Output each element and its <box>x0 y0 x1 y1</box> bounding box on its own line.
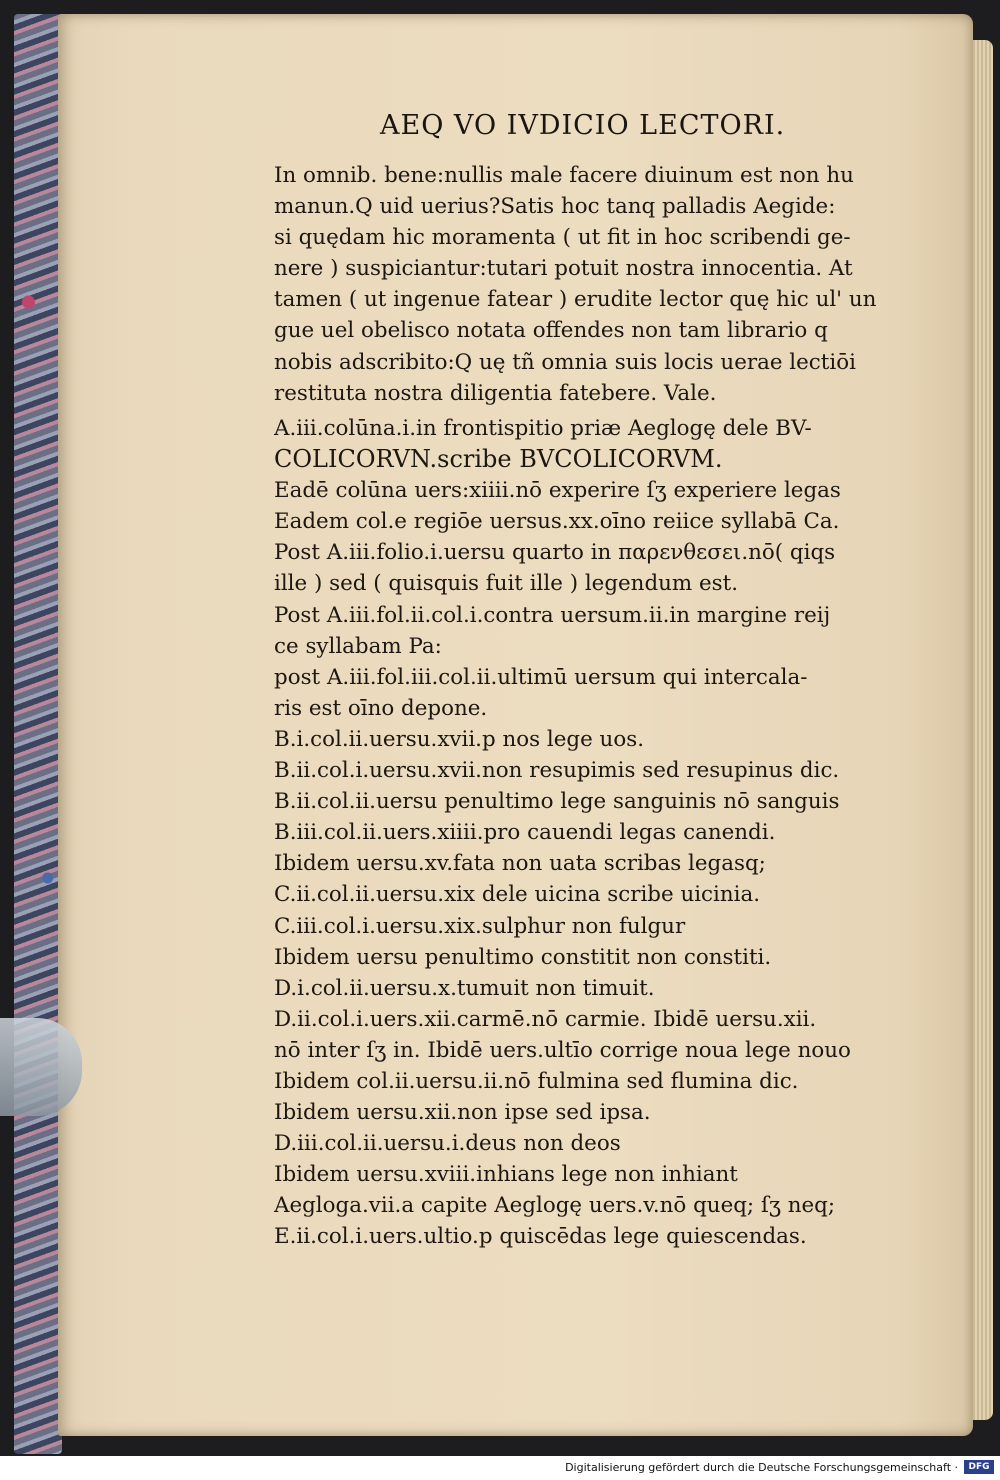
errata-line: COLICORVN.scribe BVCOLICORVM. <box>274 445 723 474</box>
errata-line: B.ii.col.ii.uersu penultimo lege sanguinis nō sanguis <box>274 789 840 815</box>
preface-line: nobis adscribito:Q uę tñ omnia suis locis uerae lectiōi <box>274 349 856 375</box>
errata-line: D.i.col.ii.uersu.x.tumuit non timuit. <box>274 975 655 1001</box>
errata-line: Eadem col.e regiōe uersus.xx.oīno reiice syllabā Ca. <box>274 509 840 535</box>
marbled-endpaper <box>14 14 62 1454</box>
preface-line: restituta nostra diligentia fatebere. Vale. <box>274 380 717 406</box>
errata-line: Eadē colūna uers:xiiii.nō experire ſʒ experiere legas <box>274 478 841 504</box>
errata-line: B.ii.col.i.uersu.xvii.non resupimis sed resupinus dic. <box>274 758 840 784</box>
errata-line: Ibidem uersu.xviii.inhians lege non inhiant <box>274 1162 738 1188</box>
errata-line: Ibidem uersu.xii.non ipse sed ipsa. <box>274 1100 651 1126</box>
errata-line: D.iii.col.ii.uersu.i.deus non deos <box>274 1131 621 1157</box>
preface-line: manun.Q uid uerius?Satis hoc tanq palladis Aegide: <box>274 194 836 220</box>
page-fore-edge <box>973 40 993 1420</box>
errata-line: E.ii.col.i.uers.ultio.p quiscēdas lege quiescendas. <box>274 1224 807 1250</box>
errata-line: D.ii.col.i.uers.xii.carmē.nō carmie. Ibidē uersu.xii. <box>274 1006 817 1032</box>
preface-line: tamen ( ut ingenue fatear ) erudite lector quę hic ul' un <box>274 287 877 313</box>
preface-line: In omnib. bene:nullis male facere diuinum est non hu <box>274 163 854 188</box>
errata-line: Ibidem uersu.xv.fata non uata scribas legasq; <box>274 851 766 877</box>
page-heading: AEQ VO IVDICIO LECTORI. <box>380 110 786 141</box>
errata-line: Post A.iii.folio.i.uersu quarto in παρενθεσει.nō( qiqs <box>274 540 836 566</box>
funding-credit: Digitalisierung gefördert durch die Deutsche Forschungsgemeinschaft · <box>565 1461 958 1474</box>
errata-line: Ibidem col.ii.uersu.ii.nō fulmina sed flumina dic. <box>274 1068 799 1094</box>
errata-line: Post A.iii.fol.ii.col.i.contra uersum.ii.in margine reij <box>274 602 831 628</box>
preface-line: nere ) suspiciantur:tutari potuit nostra innocentia. At <box>274 256 853 282</box>
errata-line: ille ) sed ( quisquis fuit ille ) legendum est. <box>274 571 739 597</box>
errata-line: B.i.col.ii.uersu.xvii.p nos lege uos. <box>274 726 644 752</box>
preface-line: gue uel obelisco notata offendes non tam librario q <box>274 318 828 344</box>
page-clip <box>0 1018 82 1116</box>
errata-line: ris est oīno depone. <box>274 695 488 721</box>
errata-list <box>274 413 924 1253</box>
errata-line: A.iii.colūna.i.in frontispitio priæ Aeglogę dele BV- <box>274 416 812 441</box>
errata-line: Aegloga.vii.a capite Aeglogę uers.v.nō queq; ſʒ neq; <box>274 1193 836 1219</box>
dfg-logo: DFG <box>964 1460 994 1474</box>
errata-line: B.iii.col.ii.uers.xiiii.pro cauendi legas canendi. <box>274 820 776 846</box>
errata-line: ce syllabam Pa: <box>274 633 442 659</box>
errata-line: C.ii.col.ii.uersu.xix dele uicina scribe uicinia. <box>274 882 761 908</box>
preface-text <box>274 160 924 409</box>
preface-line: si quędam hic moramenta ( ut fit in hoc scribendi ge- <box>274 225 851 251</box>
errata-line: post A.iii.fol.iii.col.ii.ultimū uersum qui intercala- <box>274 664 808 690</box>
errata-line: C.iii.col.i.uersu.xix.sulphur non fulgur <box>274 913 686 939</box>
credit-footer <box>0 1456 1000 1480</box>
errata-line: Ibidem uersu penultimo constitit non constiti. <box>274 944 772 970</box>
errata-line: nō inter ſʒ in. Ibidē uers.ultīo corrige noua lege nouo <box>274 1037 851 1063</box>
